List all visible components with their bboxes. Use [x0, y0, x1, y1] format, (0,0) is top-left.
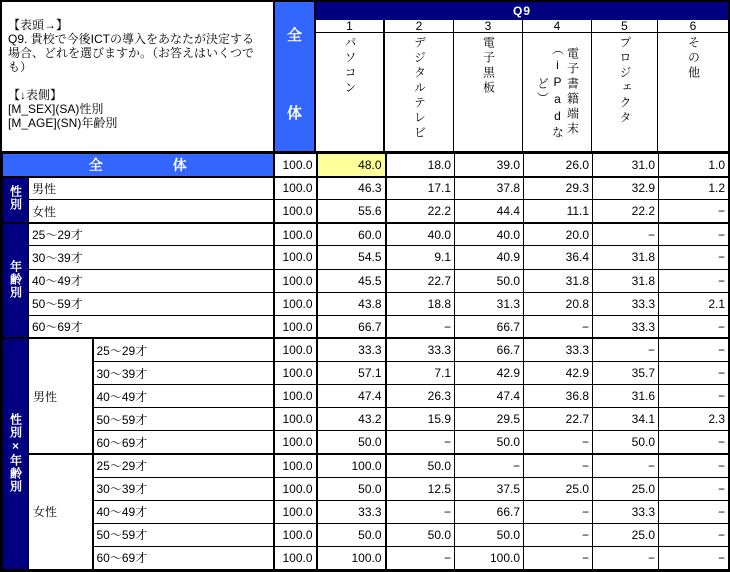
value-cell: −: [659, 338, 729, 361]
value-cell: −: [593, 546, 659, 569]
row-label: 30〜39才: [29, 246, 274, 269]
value-cell: −: [659, 500, 729, 523]
value-cell: −: [524, 546, 593, 569]
value-cell: 1.2: [659, 177, 729, 200]
column-label: その他: [686, 36, 701, 81]
value-cell: −: [659, 454, 729, 477]
column-label: 電子書籍端末（iPadなど）: [535, 43, 580, 141]
q9-header: [316, 2, 728, 151]
value-cell: 29.5: [455, 408, 524, 431]
group-label-sex: 性別: [3, 177, 29, 223]
total-cell: 100.0: [274, 431, 317, 454]
row-label: 25〜29才: [93, 454, 274, 477]
total-cell: 100.0: [274, 177, 317, 200]
table-row: [3, 546, 729, 569]
value-cell: 50.0: [317, 431, 386, 454]
row-label: 30〜39才: [93, 361, 274, 384]
value-cell: 20.8: [524, 292, 593, 315]
value-cell: 50.0: [455, 431, 524, 454]
value-cell: 50.0: [455, 523, 524, 546]
row-label: 50〜59才: [29, 292, 274, 315]
value-cell: 29.3: [524, 177, 593, 200]
column-label: 電子黒板: [481, 36, 496, 96]
value-cell: −: [593, 454, 659, 477]
question-line-2: 場合、どれを選びますか。（お答えはいくつでも）: [8, 46, 255, 74]
row-label: 25〜29才: [29, 223, 274, 246]
subgroup-label-female: 女性: [29, 454, 93, 570]
value-cell: 57.1: [317, 361, 386, 384]
row-label: 40〜49才: [93, 500, 274, 523]
table-row: [3, 269, 729, 292]
value-cell: 33.3: [386, 338, 455, 361]
value-cell-highlighted: 48.0: [317, 154, 386, 177]
value-cell: 11.1: [524, 200, 593, 223]
table-row: [3, 477, 729, 500]
value-cell: 2.1: [659, 292, 729, 315]
table-row: [3, 431, 729, 454]
total-cell: 100.0: [274, 315, 317, 338]
value-cell: 9.1: [386, 246, 455, 269]
value-cell: 37.5: [455, 477, 524, 500]
value-cell: 43.8: [317, 292, 386, 315]
value-cell: 40.0: [386, 223, 455, 246]
row-label-total: 全 体: [3, 154, 274, 177]
table-row: [3, 408, 729, 431]
column-number: 1: [316, 20, 383, 33]
total-column-header: [273, 2, 316, 151]
total-cell: 100.0: [274, 523, 317, 546]
value-cell: −: [659, 523, 729, 546]
side-variable-sex: [M_SEX](SA)性別: [8, 102, 104, 116]
row-label: 女性: [29, 200, 274, 223]
value-cell: 100.0: [317, 454, 386, 477]
column-header-e-blackboard: [454, 20, 523, 153]
value-cell: 18.0: [386, 154, 455, 177]
total-cell: 100.0: [274, 269, 317, 292]
column-number: 4: [523, 20, 591, 33]
value-cell: 33.3: [593, 315, 659, 338]
column-header-digital-tv: [385, 20, 454, 153]
table-row: [3, 338, 729, 361]
table-row: [3, 385, 729, 408]
row-label: 60〜69才: [93, 431, 274, 454]
value-cell: 2.3: [659, 408, 729, 431]
value-cell: 31.0: [593, 154, 659, 177]
row-label: 25〜29才: [93, 338, 274, 361]
value-cell: 34.1: [593, 408, 659, 431]
value-cell: 43.2: [317, 408, 386, 431]
table-row: [3, 154, 729, 177]
head-marker: 【表頭→】: [8, 18, 69, 32]
value-cell: 15.9: [386, 408, 455, 431]
value-cell: −: [524, 523, 593, 546]
value-cell: −: [386, 431, 455, 454]
column-label: パソコン: [343, 36, 357, 96]
value-cell: 26.3: [386, 385, 455, 408]
value-cell: 66.7: [455, 500, 524, 523]
group-label-age: 年齢別: [3, 223, 29, 339]
group-label-sex-age: 性別×年齢別: [3, 338, 29, 569]
value-cell: −: [659, 200, 729, 223]
value-cell: 50.0: [317, 523, 386, 546]
value-cell: 60.0: [317, 223, 386, 246]
value-cell: 55.6: [317, 200, 386, 223]
value-cell: 33.3: [317, 338, 386, 361]
total-cell: 100.0: [274, 385, 317, 408]
value-cell: 50.0: [593, 431, 659, 454]
total-cell: 100.0: [274, 361, 317, 384]
value-cell: 100.0: [455, 546, 524, 569]
value-cell: 36.8: [524, 385, 593, 408]
value-cell: −: [659, 546, 729, 569]
value-cell: 66.7: [317, 315, 386, 338]
value-cell: 45.5: [317, 269, 386, 292]
value-cell: 25.0: [593, 477, 659, 500]
value-cell: 33.3: [524, 338, 593, 361]
header-notes: [2, 2, 273, 151]
total-cell: 100.0: [274, 454, 317, 477]
value-cell: 31.6: [593, 385, 659, 408]
total-cell: 100.0: [274, 408, 317, 431]
value-cell: −: [455, 454, 524, 477]
value-cell: 31.8: [593, 269, 659, 292]
value-cell: −: [593, 223, 659, 246]
column-header-e-reader: [523, 20, 592, 153]
value-cell: 42.9: [455, 361, 524, 384]
column-header-projector: [592, 20, 658, 153]
total-cell: 100.0: [274, 477, 317, 500]
total-cell: 100.0: [274, 292, 317, 315]
row-label: 30〜39才: [93, 477, 274, 500]
table-row: [3, 292, 729, 315]
value-cell: 50.0: [455, 269, 524, 292]
column-header-other: [658, 20, 728, 153]
value-cell: 20.0: [524, 223, 593, 246]
total-cell: 100.0: [274, 338, 317, 361]
value-cell: −: [593, 338, 659, 361]
question-line-1: Q9. 貴校で今後ICTの導入をあなたが決定する: [8, 32, 255, 46]
value-cell: 1.0: [659, 154, 729, 177]
value-cell: 17.1: [386, 177, 455, 200]
value-cell: 22.2: [386, 200, 455, 223]
column-number: 3: [454, 20, 522, 33]
value-cell: 26.0: [524, 154, 593, 177]
total-cell: 100.0: [274, 200, 317, 223]
value-cell: −: [659, 431, 729, 454]
value-cell: 25.0: [593, 523, 659, 546]
value-cell: 33.3: [593, 500, 659, 523]
column-label: デジタルテレビ: [412, 36, 427, 141]
value-cell: −: [524, 431, 593, 454]
value-cell: −: [524, 454, 593, 477]
value-cell: 35.7: [593, 361, 659, 384]
row-label: 60〜69才: [29, 315, 274, 338]
value-cell: 32.9: [593, 177, 659, 200]
value-cell: 50.0: [317, 477, 386, 500]
value-cell: −: [659, 361, 729, 384]
value-cell: 12.5: [386, 477, 455, 500]
table-row: [3, 200, 729, 223]
table-row: [3, 315, 729, 338]
table-header: [2, 2, 728, 153]
table-row: [3, 523, 729, 546]
value-cell: −: [659, 269, 729, 292]
value-cell: 46.3: [317, 177, 386, 200]
value-cell: 33.3: [593, 292, 659, 315]
value-cell: −: [386, 546, 455, 569]
q9-columns: [316, 20, 728, 153]
value-cell: −: [659, 223, 729, 246]
column-number: 2: [385, 20, 453, 33]
total-cell: 100.0: [274, 154, 317, 177]
value-cell: −: [659, 385, 729, 408]
total-cell: 100.0: [274, 223, 317, 246]
value-cell: 40.0: [455, 223, 524, 246]
row-label: 40〜49才: [29, 269, 274, 292]
value-cell: 66.7: [455, 338, 524, 361]
value-cell: 37.8: [455, 177, 524, 200]
value-cell: 50.0: [386, 454, 455, 477]
value-cell: 33.3: [317, 500, 386, 523]
value-cell: −: [659, 315, 729, 338]
value-cell: 18.8: [386, 292, 455, 315]
side-variable-age: [M_AGE](SN)年齢別: [8, 116, 118, 130]
value-cell: 50.0: [386, 523, 455, 546]
value-cell: 47.4: [455, 385, 524, 408]
column-label: プロジェクタ: [618, 36, 632, 126]
value-cell: 36.4: [524, 246, 593, 269]
row-label: 40〜49才: [93, 385, 274, 408]
value-cell: 100.0: [317, 546, 386, 569]
value-cell: −: [659, 246, 729, 269]
value-cell: 25.0: [524, 477, 593, 500]
side-marker: 【↓表側】: [8, 88, 63, 102]
total-cell: 100.0: [274, 546, 317, 569]
table-row: [3, 500, 729, 523]
value-cell: 22.7: [524, 408, 593, 431]
value-cell: 54.5: [317, 246, 386, 269]
row-label: 男性: [29, 177, 274, 200]
value-cell: 31.8: [593, 246, 659, 269]
value-cell: 47.4: [317, 385, 386, 408]
row-label: 50〜59才: [93, 523, 274, 546]
total-header-char-bottom: 体: [286, 105, 302, 122]
table-row: [3, 246, 729, 269]
value-cell: 40.9: [455, 246, 524, 269]
value-cell: −: [524, 315, 593, 338]
column-number: 6: [658, 20, 728, 33]
column-header-pc: [316, 20, 385, 153]
table-row: [3, 454, 729, 477]
total-header-char-top: 全: [286, 27, 302, 44]
column-number: 5: [592, 20, 657, 33]
value-cell: 22.7: [386, 269, 455, 292]
value-cell: −: [524, 500, 593, 523]
crosstab-table: [2, 153, 729, 570]
total-cell: 100.0: [274, 246, 317, 269]
subgroup-label-male: 男性: [29, 338, 93, 454]
value-cell: 44.4: [455, 200, 524, 223]
table-row: [3, 361, 729, 384]
value-cell: −: [386, 315, 455, 338]
q9-title-band: Q9: [316, 2, 728, 20]
value-cell: 22.2: [593, 200, 659, 223]
total-cell: 100.0: [274, 500, 317, 523]
value-cell: 31.3: [455, 292, 524, 315]
value-cell: −: [659, 477, 729, 500]
value-cell: 31.8: [524, 269, 593, 292]
value-cell: 42.9: [524, 361, 593, 384]
table-row: [3, 177, 729, 200]
table-row: [3, 223, 729, 246]
value-cell: −: [386, 500, 455, 523]
value-cell: 66.7: [455, 315, 524, 338]
value-cell: 7.1: [386, 361, 455, 384]
row-label: 50〜59才: [93, 408, 274, 431]
value-cell: 39.0: [455, 154, 524, 177]
row-label: 60〜69才: [93, 546, 274, 569]
